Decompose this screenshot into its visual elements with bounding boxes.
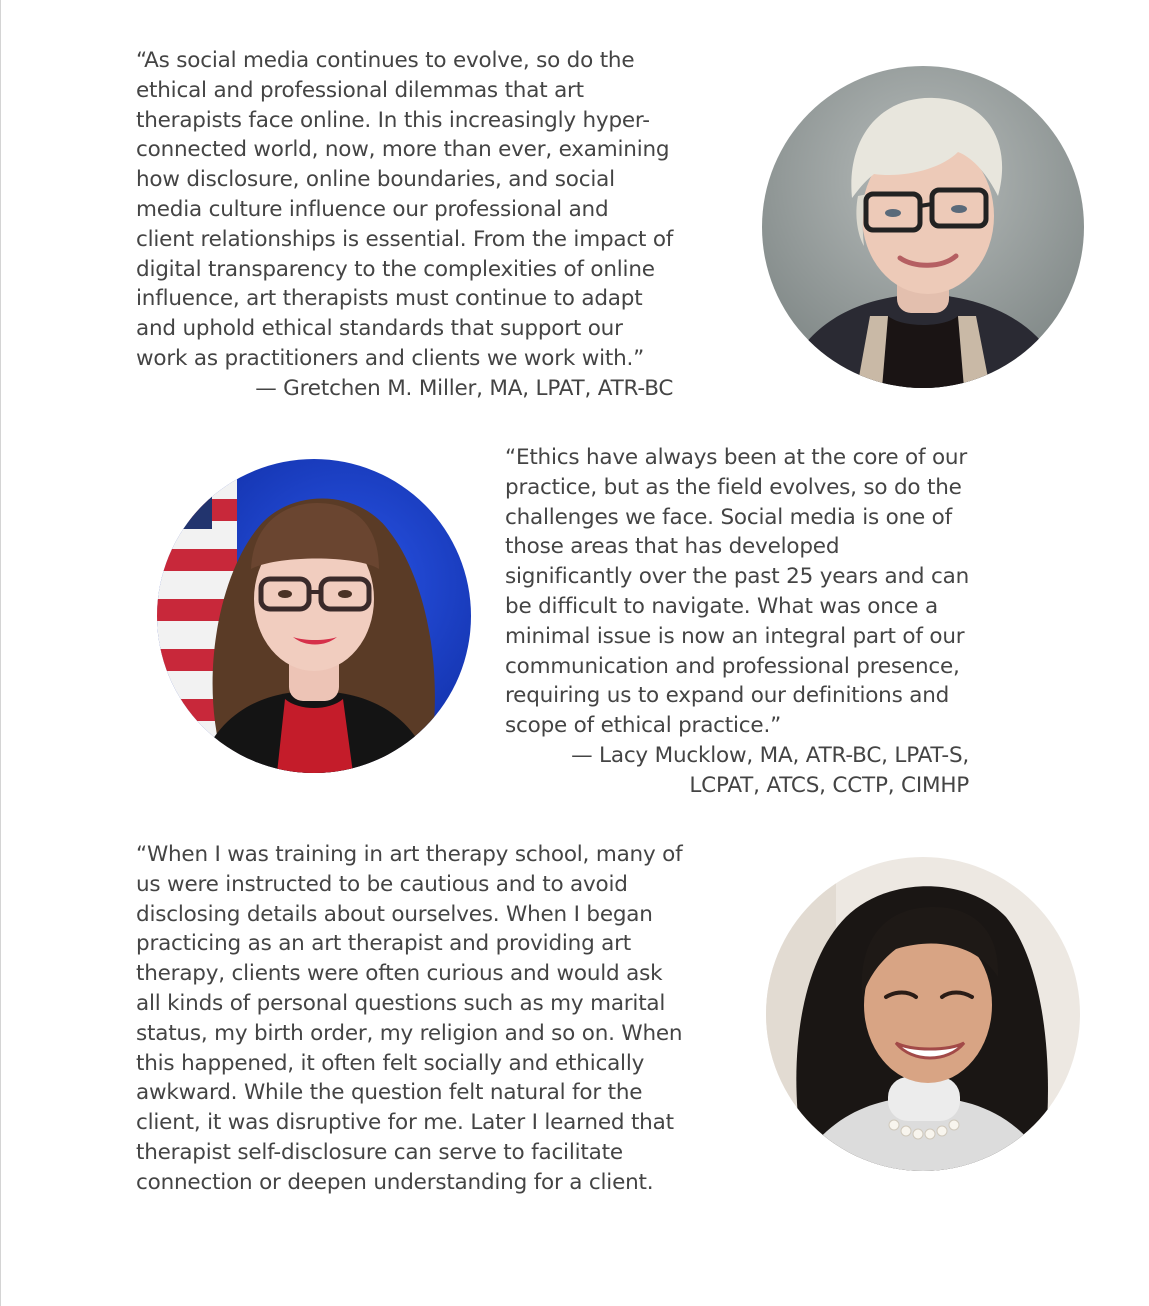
quote-3-line: client, it was disruptive for me. Later I learned that [136,1110,674,1136]
quote-2-line: significantly over the past 25 years and can [505,564,970,590]
quote-3-line: awkward. While the question felt natural for the [136,1080,643,1106]
quote-1-line: ethical and professional dilemmas that art [136,77,584,103]
quote-3-line: “When I was training in art therapy school, many of [136,842,683,867]
page-left-border [0,0,1,1306]
quote-2-line: minimal issue is now an integral part of our [505,623,965,649]
attribution-2-line: — Lacy Mucklow, MA, ATR-BC, LPAT-S, [571,742,970,768]
quote-2-line: be difficult to navigate. What was once a [505,593,938,619]
quote-1-line: therapists face online. In this increasingly hyper- [136,107,650,133]
quote-1-line: influence, art therapists must continue to adapt [136,286,643,312]
quote-3-line: status, my birth order, my religion and so on. When [136,1020,683,1046]
quote-2-line: communication and professional presence, [505,653,960,679]
testimonial-1 [136,46,673,404]
portrait-illustration-2 [157,459,471,773]
quote-1-line: and uphold ethical standards that support our [136,316,623,342]
portrait-photo-lacy-mucklow [157,459,471,773]
quote-3-line: this happened, it often felt socially and ethically [136,1050,645,1076]
quote-1-line: “As social media continues to evolve, so do the [136,48,635,73]
quote-2-line: those areas that has developed [505,534,840,560]
quote-2-line: challenges we face. Social media is one of [505,504,952,530]
portrait-illustration-1 [762,66,1084,388]
quote-2-line: requiring us to expand our definitions and [505,683,950,709]
quote-3-line: us were instructed to be cautious and to avoid [136,871,628,897]
quote-3-line: all kinds of personal questions such as my marital [136,990,666,1016]
quote-1-line: client relationships is essential. From the impact of [136,226,674,252]
quote-1-line: digital transparency to the complexities of online [136,256,655,282]
testimonial-3 [136,840,682,1198]
quote-2-line: “Ethics have always been at the core of our [505,445,967,470]
portrait-photo-gretchen-miller [762,66,1084,388]
attribution-1: — Gretchen M. Miller, MA, LPAT, ATR-BC [255,375,674,401]
quote-2-line: practice, but as the field evolves, so do the [505,474,962,500]
quote-3-line: therapy, clients were often curious and would ask [136,961,663,987]
portrait-photo-third-contributor [766,857,1080,1171]
quote-3-line: disclosing details about ourselves. When I began [136,901,653,927]
quote-2-line: scope of ethical practice.” [505,713,782,739]
quote-1-line: work as practitioners and clients we work with.” [136,345,645,371]
testimonial-2 [505,443,969,801]
quote-1-line: connected world, now, more than ever, examining [136,137,670,163]
quote-1-line: media culture influence our professional and [136,196,609,222]
quote-3-line: practicing as an art therapist and providing art [136,931,632,957]
attribution-2-line: LCPAT, ATCS, CCTP, CIMHP [689,772,970,798]
quote-3-line: therapist self-disclosure can serve to facilitate [136,1139,623,1165]
portrait-illustration-3 [766,857,1080,1171]
quote-1-line: how disclosure, online boundaries, and social [136,167,615,193]
quote-3-line: connection or deepen understanding for a client. [136,1169,654,1195]
